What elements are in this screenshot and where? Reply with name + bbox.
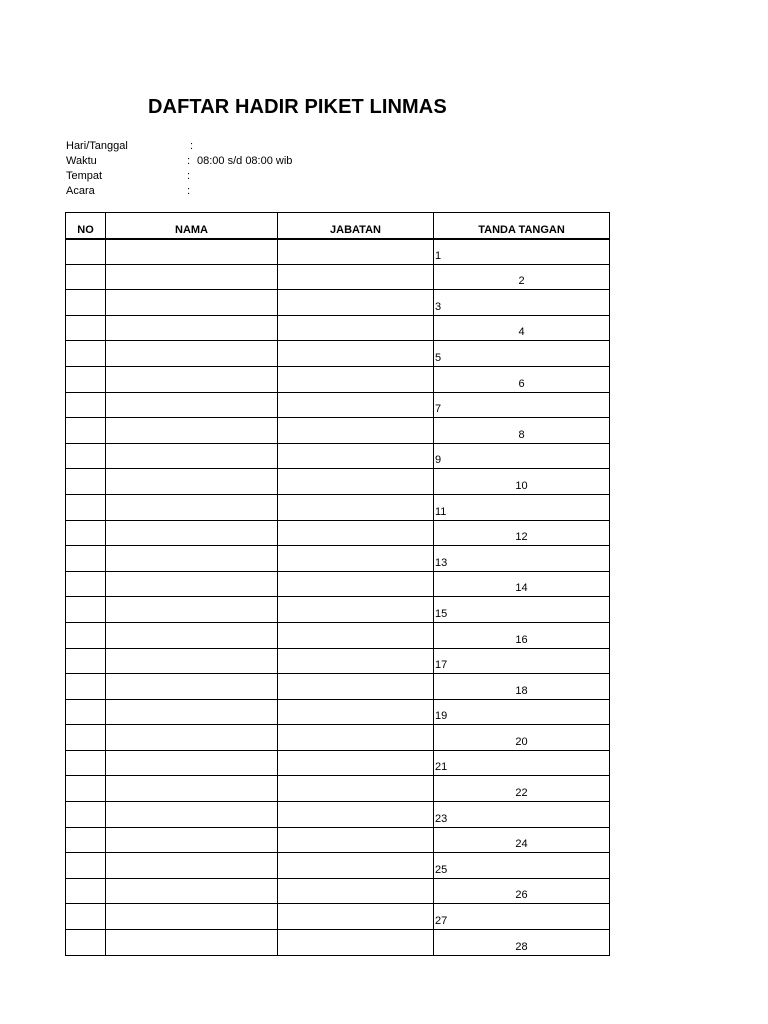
cell-tanda-tangan[interactable] bbox=[434, 290, 610, 316]
table-row bbox=[66, 443, 610, 469]
cell-jabatan[interactable] bbox=[278, 546, 434, 572]
cell-tanda-tangan[interactable] bbox=[434, 776, 610, 802]
cell-jabatan[interactable] bbox=[278, 930, 434, 956]
cell-tanda-tangan[interactable] bbox=[434, 622, 610, 648]
cell-nama[interactable] bbox=[106, 622, 278, 648]
signature-number: 11 bbox=[435, 505, 447, 518]
cell-tanda-tangan[interactable] bbox=[434, 597, 610, 623]
cell-no[interactable] bbox=[66, 571, 106, 597]
cell-tanda-tangan[interactable] bbox=[434, 341, 610, 367]
cell-no[interactable] bbox=[66, 469, 106, 495]
cell-jabatan[interactable] bbox=[278, 571, 434, 597]
cell-tanda-tangan[interactable] bbox=[434, 853, 610, 879]
cell-no[interactable] bbox=[66, 930, 106, 956]
cell-jabatan[interactable] bbox=[278, 725, 434, 751]
table-row bbox=[66, 469, 610, 495]
signature-number: 8 bbox=[518, 428, 525, 441]
cell-tanda-tangan[interactable] bbox=[434, 802, 610, 828]
cell-tanda-tangan[interactable] bbox=[434, 930, 610, 956]
cell-no[interactable] bbox=[66, 264, 106, 290]
cell-tanda-tangan[interactable] bbox=[434, 827, 610, 853]
cell-no[interactable] bbox=[66, 520, 106, 546]
signature-number: 6 bbox=[518, 377, 525, 390]
cell-jabatan[interactable] bbox=[278, 699, 434, 725]
cell-nama[interactable] bbox=[106, 571, 278, 597]
cell-tanda-tangan[interactable] bbox=[434, 699, 610, 725]
signature-number: 17 bbox=[435, 659, 448, 672]
info-separator: : bbox=[187, 185, 191, 197]
cell-nama[interactable] bbox=[106, 648, 278, 674]
table-header-row bbox=[66, 213, 610, 239]
cell-no[interactable] bbox=[66, 802, 106, 828]
cell-jabatan[interactable] bbox=[278, 418, 434, 444]
cell-tanda-tangan[interactable] bbox=[434, 366, 610, 392]
cell-tanda-tangan[interactable] bbox=[434, 750, 610, 776]
cell-jabatan[interactable] bbox=[278, 290, 434, 316]
cell-no[interactable] bbox=[66, 674, 106, 700]
signature-number: 7 bbox=[435, 403, 442, 416]
cell-tanda-tangan[interactable] bbox=[434, 546, 610, 572]
cell-no[interactable] bbox=[66, 315, 106, 341]
cell-tanda-tangan[interactable] bbox=[434, 392, 610, 418]
table-row bbox=[66, 315, 610, 341]
table-row bbox=[66, 904, 610, 930]
cell-no[interactable] bbox=[66, 776, 106, 802]
table-row bbox=[66, 776, 610, 802]
signature-number: 14 bbox=[515, 582, 528, 595]
signature-number: 25 bbox=[435, 863, 448, 876]
cell-nama[interactable] bbox=[106, 443, 278, 469]
cell-no[interactable] bbox=[66, 546, 106, 572]
info-separator: : bbox=[187, 155, 191, 167]
cell-jabatan[interactable] bbox=[278, 622, 434, 648]
cell-jabatan[interactable] bbox=[278, 520, 434, 546]
cell-jabatan[interactable] bbox=[278, 878, 434, 904]
table-row bbox=[66, 597, 610, 623]
table-row bbox=[66, 648, 610, 674]
table-row bbox=[66, 571, 610, 597]
header-jabatan: JABATAN bbox=[278, 213, 434, 239]
info-separator: : bbox=[190, 140, 194, 152]
cell-tanda-tangan[interactable] bbox=[434, 878, 610, 904]
table-row bbox=[66, 366, 610, 392]
table-row bbox=[66, 878, 610, 904]
cell-jabatan[interactable] bbox=[278, 802, 434, 828]
cell-nama[interactable] bbox=[106, 878, 278, 904]
signature-number: 2 bbox=[518, 275, 525, 288]
signature-number: 19 bbox=[435, 710, 448, 723]
signature-number: 23 bbox=[435, 812, 448, 825]
cell-nama[interactable] bbox=[106, 674, 278, 700]
cell-no[interactable] bbox=[66, 494, 106, 520]
cell-jabatan[interactable] bbox=[278, 469, 434, 495]
cell-nama[interactable] bbox=[106, 418, 278, 444]
cell-nama[interactable] bbox=[106, 725, 278, 751]
signature-number: 24 bbox=[515, 838, 528, 851]
table-row bbox=[66, 674, 610, 700]
cell-jabatan[interactable] bbox=[278, 750, 434, 776]
cell-nama[interactable] bbox=[106, 494, 278, 520]
cell-tanda-tangan[interactable] bbox=[434, 443, 610, 469]
signature-number: 10 bbox=[515, 479, 528, 492]
cell-no[interactable] bbox=[66, 239, 106, 265]
signature-number: 13 bbox=[435, 556, 448, 569]
cell-jabatan[interactable] bbox=[278, 853, 434, 879]
cell-no[interactable] bbox=[66, 443, 106, 469]
table-row bbox=[66, 930, 610, 956]
cell-tanda-tangan[interactable] bbox=[434, 904, 610, 930]
signature-number: 27 bbox=[435, 915, 448, 928]
header-no: NO bbox=[66, 213, 106, 239]
cell-no[interactable] bbox=[66, 622, 106, 648]
cell-jabatan[interactable] bbox=[278, 239, 434, 265]
signature-number: 28 bbox=[515, 940, 528, 953]
table-row bbox=[66, 239, 610, 265]
cell-nama[interactable] bbox=[106, 366, 278, 392]
signature-number: 12 bbox=[515, 531, 528, 544]
cell-no[interactable] bbox=[66, 392, 106, 418]
table-row bbox=[66, 290, 610, 316]
info-separator: : bbox=[187, 170, 191, 182]
cell-jabatan[interactable] bbox=[278, 827, 434, 853]
table-row bbox=[66, 699, 610, 725]
table-row bbox=[66, 418, 610, 444]
table-row bbox=[66, 827, 610, 853]
cell-no[interactable] bbox=[66, 878, 106, 904]
cell-nama[interactable] bbox=[106, 264, 278, 290]
attendance-table bbox=[65, 212, 610, 956]
cell-nama[interactable] bbox=[106, 750, 278, 776]
cell-no[interactable] bbox=[66, 341, 106, 367]
cell-nama[interactable] bbox=[106, 776, 278, 802]
cell-no[interactable] bbox=[66, 366, 106, 392]
cell-jabatan[interactable] bbox=[278, 315, 434, 341]
cell-nama[interactable] bbox=[106, 904, 278, 930]
table-row bbox=[66, 546, 610, 572]
cell-tanda-tangan[interactable] bbox=[434, 264, 610, 290]
cell-jabatan[interactable] bbox=[278, 366, 434, 392]
cell-jabatan[interactable] bbox=[278, 494, 434, 520]
signature-number: 26 bbox=[515, 889, 528, 902]
cell-jabatan[interactable] bbox=[278, 674, 434, 700]
cell-no[interactable] bbox=[66, 725, 106, 751]
cell-jabatan[interactable] bbox=[278, 264, 434, 290]
cell-no[interactable] bbox=[66, 597, 106, 623]
table-row bbox=[66, 622, 610, 648]
info-label: Waktu bbox=[66, 155, 97, 167]
signature-number: 18 bbox=[515, 684, 528, 697]
signature-number: 1 bbox=[435, 249, 442, 262]
table-row bbox=[66, 264, 610, 290]
info-value: 08:00 s/d 08:00 wib bbox=[197, 155, 293, 167]
cell-tanda-tangan[interactable] bbox=[434, 648, 610, 674]
cell-nama[interactable] bbox=[106, 827, 278, 853]
cell-nama[interactable] bbox=[106, 290, 278, 316]
cell-nama[interactable] bbox=[106, 520, 278, 546]
cell-jabatan[interactable] bbox=[278, 341, 434, 367]
cell-jabatan[interactable] bbox=[278, 392, 434, 418]
header-nama: NAMA bbox=[106, 213, 278, 239]
cell-jabatan[interactable] bbox=[278, 443, 434, 469]
signature-number: 22 bbox=[515, 787, 528, 800]
info-label: Hari/Tanggal bbox=[66, 140, 128, 152]
cell-no[interactable] bbox=[66, 853, 106, 879]
cell-tanda-tangan[interactable] bbox=[434, 674, 610, 700]
signature-number: 9 bbox=[435, 454, 442, 467]
cell-tanda-tangan[interactable] bbox=[434, 494, 610, 520]
signature-number: 16 bbox=[515, 633, 528, 646]
header-tanda-tangan: TANDA TANGAN bbox=[434, 213, 610, 239]
cell-tanda-tangan[interactable] bbox=[434, 469, 610, 495]
signature-number: 21 bbox=[435, 761, 448, 774]
table-row bbox=[66, 725, 610, 751]
cell-nama[interactable] bbox=[106, 930, 278, 956]
table-row bbox=[66, 802, 610, 828]
table-row bbox=[66, 494, 610, 520]
cell-no[interactable] bbox=[66, 290, 106, 316]
table-body bbox=[66, 239, 610, 956]
table-row bbox=[66, 853, 610, 879]
signature-number: 3 bbox=[435, 300, 442, 313]
cell-tanda-tangan[interactable] bbox=[434, 315, 610, 341]
cell-no[interactable] bbox=[66, 699, 106, 725]
signature-number: 4 bbox=[518, 326, 525, 339]
cell-tanda-tangan[interactable] bbox=[434, 418, 610, 444]
cell-no[interactable] bbox=[66, 904, 106, 930]
cell-nama[interactable] bbox=[106, 469, 278, 495]
signature-number: 5 bbox=[435, 351, 442, 364]
table-row bbox=[66, 392, 610, 418]
table-row bbox=[66, 750, 610, 776]
cell-jabatan[interactable] bbox=[278, 648, 434, 674]
table-row bbox=[66, 341, 610, 367]
info-label: Tempat bbox=[66, 170, 103, 182]
cell-nama[interactable] bbox=[106, 315, 278, 341]
cell-nama[interactable] bbox=[106, 699, 278, 725]
cell-jabatan[interactable] bbox=[278, 904, 434, 930]
cell-nama[interactable] bbox=[106, 597, 278, 623]
page-title: DAFTAR HADIR PIKET LINMAS bbox=[148, 96, 447, 118]
cell-nama[interactable] bbox=[106, 853, 278, 879]
cell-tanda-tangan[interactable] bbox=[434, 239, 610, 265]
table-row bbox=[66, 520, 610, 546]
cell-nama[interactable] bbox=[106, 802, 278, 828]
cell-tanda-tangan[interactable] bbox=[434, 571, 610, 597]
cell-tanda-tangan[interactable] bbox=[434, 520, 610, 546]
cell-no[interactable] bbox=[66, 750, 106, 776]
cell-no[interactable] bbox=[66, 827, 106, 853]
cell-nama[interactable] bbox=[106, 341, 278, 367]
cell-jabatan[interactable] bbox=[278, 776, 434, 802]
cell-nama[interactable] bbox=[106, 239, 278, 265]
info-label: Acara bbox=[66, 185, 95, 197]
cell-nama[interactable] bbox=[106, 392, 278, 418]
signature-number: 15 bbox=[435, 607, 448, 620]
cell-nama[interactable] bbox=[106, 546, 278, 572]
cell-jabatan[interactable] bbox=[278, 597, 434, 623]
cell-tanda-tangan[interactable] bbox=[434, 725, 610, 751]
cell-no[interactable] bbox=[66, 648, 106, 674]
cell-no[interactable] bbox=[66, 418, 106, 444]
signature-number: 20 bbox=[515, 735, 528, 748]
